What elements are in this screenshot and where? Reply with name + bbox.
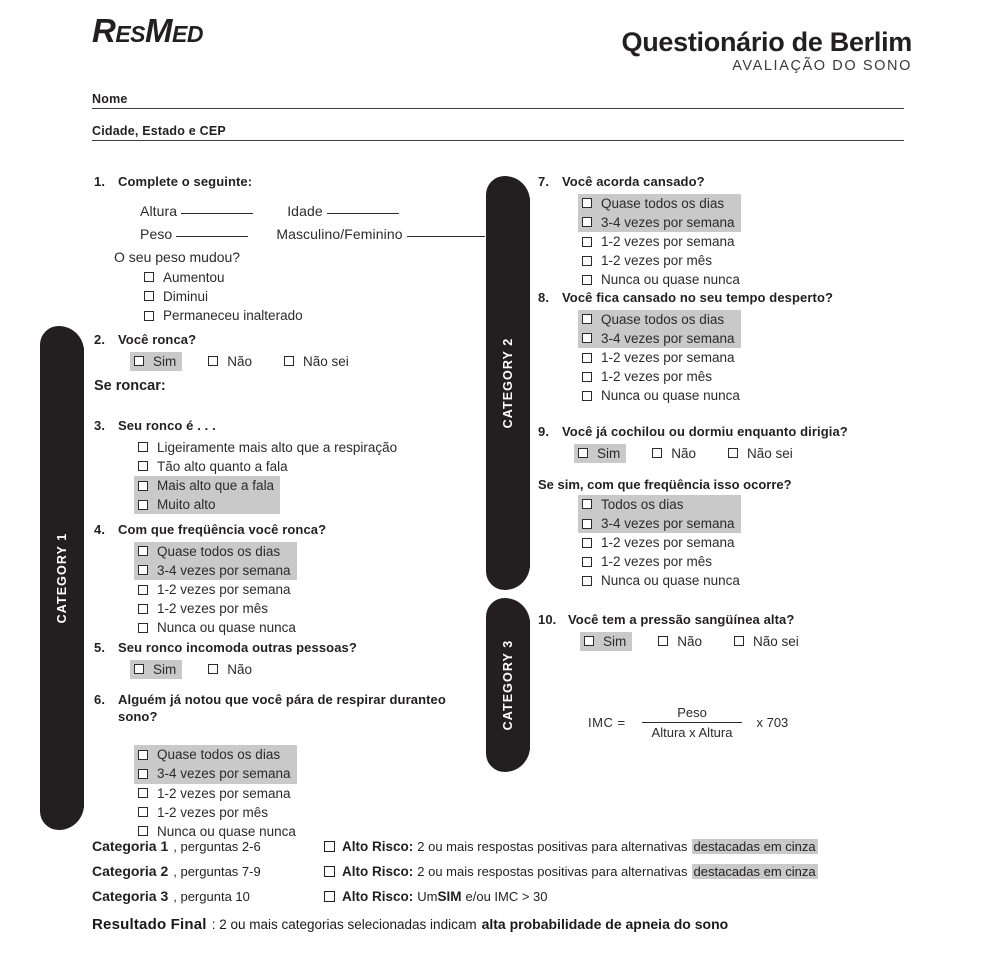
option-nao-sei[interactable] — [724, 444, 799, 463]
category-3-label: CATEGORY 3 — [501, 639, 515, 731]
question-4-text: Com que freqüência você ronca? — [118, 522, 327, 537]
option-label: Quase todos os dias — [601, 311, 725, 327]
option-1-2-vezes-por-mes[interactable] — [134, 803, 274, 822]
checkbox-icon[interactable] — [582, 275, 592, 285]
scoring-question-range: , perguntas 7-9 — [173, 864, 261, 879]
scoring-description-strong: SIM — [437, 889, 462, 904]
checkbox-icon[interactable] — [582, 391, 592, 401]
option-label: 3-4 vezes por semana — [157, 562, 291, 578]
checkbox-icon[interactable] — [582, 198, 592, 208]
option-sim[interactable] — [130, 352, 182, 371]
option-nao-sei[interactable] — [730, 632, 805, 651]
scoring-category-label: Categoria 3 — [92, 888, 169, 904]
age-input-line[interactable] — [327, 213, 399, 214]
question-3 — [94, 418, 494, 514]
checkbox-icon[interactable] — [582, 333, 592, 343]
age-label: Idade — [287, 202, 323, 219]
imc-formula — [588, 705, 788, 740]
option-1-2-vezes-por-semana[interactable] — [134, 784, 297, 803]
scoring-description-highlight: destacadas em cinza — [693, 839, 816, 854]
checkbox-icon[interactable] — [138, 442, 148, 452]
option-label: Nunca ou quase nunca — [601, 272, 740, 288]
checkbox-icon[interactable] — [582, 217, 592, 227]
checkbox-icon[interactable] — [134, 356, 144, 366]
se-roncar-heading — [94, 378, 166, 394]
se-roncar-label: Se roncar: — [94, 378, 166, 394]
question-10-options — [580, 632, 918, 651]
checkbox-icon[interactable] — [138, 623, 148, 633]
option-label: 1-2 vezes por mês — [157, 804, 269, 820]
option-label: 1-2 vezes por semana — [601, 349, 735, 365]
question-9 — [538, 424, 918, 591]
option-label: Nunca ou quase nunca — [157, 620, 296, 636]
checkbox-icon[interactable] — [582, 353, 592, 363]
option-label: Ligeiramente mais alto que a respiração — [157, 439, 398, 455]
option-3-4-vezes-por-semana[interactable] — [134, 764, 297, 783]
question-4 — [94, 522, 494, 637]
imc-numerator: Peso — [677, 705, 707, 720]
question-9-heading — [538, 424, 918, 441]
checkbox-icon[interactable] — [582, 576, 592, 586]
checkbox-icon[interactable] — [138, 769, 148, 779]
question-8 — [538, 290, 918, 405]
bracket-hook-bottom — [40, 804, 84, 830]
option-label: Não — [677, 633, 703, 649]
question-9-followup-heading: Se sim, com que freqüência isso ocorre? — [538, 476, 792, 492]
option-1-2-vezes-por-semana[interactable] — [578, 348, 741, 367]
height-label: Altura — [140, 202, 178, 219]
question-9-highlight-group — [578, 495, 741, 533]
option-label: Quase todos os dias — [157, 747, 281, 763]
option-1-2-vezes-por-semana[interactable] — [578, 533, 741, 552]
option-3-4-vezes-por-semana[interactable] — [578, 514, 741, 533]
imc-fraction — [642, 705, 743, 740]
checkbox-icon[interactable] — [582, 519, 592, 529]
option-quase-todos-os-dias[interactable] — [134, 542, 286, 561]
question-6 — [94, 692, 494, 841]
question-5-text: Seu ronco incomoda outras pessoas? — [118, 640, 357, 655]
question-9-text: Você já cochilou ou dormiu enquanto dirigia? — [562, 424, 848, 439]
option-1-2-vezes-por-mes[interactable] — [134, 599, 274, 618]
question-6-options — [134, 745, 494, 841]
option-label: Muito alto — [157, 497, 216, 513]
option-sim[interactable] — [580, 632, 632, 651]
question-6-number: 6. — [94, 692, 106, 707]
imc-denominator: Altura x Altura — [651, 725, 733, 740]
option-label: Não sei — [747, 445, 793, 461]
scoring-description: 2 ou mais respostas positivas para alternativas — [417, 839, 688, 854]
checkbox-icon[interactable] — [144, 291, 154, 301]
option-label: Não — [671, 445, 697, 461]
question-7-highlight-group — [578, 194, 741, 232]
question-2-heading — [94, 332, 494, 349]
weight-gender-row — [140, 226, 494, 242]
checkbox-icon[interactable] — [582, 314, 592, 324]
option-label: Não sei — [303, 353, 349, 369]
option-3-4-vezes-por-semana[interactable] — [134, 561, 297, 580]
option-nunca-ou-quase-nunca[interactable] — [134, 618, 302, 637]
height-age-row — [140, 203, 494, 219]
option-label: Nunca ou quase nunca — [601, 388, 740, 404]
question-4-number: 4. — [94, 522, 106, 537]
question-8-options — [578, 310, 918, 406]
question-6-text: Alguém já notou que você pára de respirar duranteo sono? — [118, 692, 446, 724]
option-nao[interactable] — [648, 444, 702, 463]
option-1-2-vezes-por-semana[interactable] — [578, 232, 741, 251]
question-1 — [94, 174, 494, 325]
checkbox-icon[interactable] — [324, 841, 335, 852]
option-label: Diminui — [163, 288, 209, 304]
title-block — [622, 28, 912, 74]
high-risk-label: Alto Risco: — [342, 864, 414, 879]
checkbox-icon[interactable] — [208, 664, 218, 674]
page-title: Questionário de Berlim — [621, 27, 912, 57]
name-field-rule — [92, 108, 904, 109]
option-label: Nunca ou quase nunca — [157, 823, 296, 839]
option-label: 3-4 vezes por semana — [601, 515, 735, 531]
question-3-heading — [94, 418, 494, 435]
scoring-row-category-1 — [92, 838, 912, 854]
weight-change-prompt: O seu peso mudou? — [114, 248, 241, 265]
question-4-options — [134, 542, 494, 638]
option-label: Nunca ou quase nunca — [601, 573, 740, 589]
checkbox-icon[interactable] — [138, 461, 148, 471]
category-1-bracket — [40, 348, 84, 808]
question-7-options — [578, 194, 918, 290]
page-subtitle: AVALIAÇÃO DO SONO — [732, 58, 912, 75]
checkbox-icon[interactable] — [658, 636, 668, 646]
question-8-text: Você fica cansado no seu tempo desperto? — [562, 290, 834, 305]
question-7-heading — [538, 174, 918, 191]
question-9-number: 9. — [538, 424, 550, 439]
option-diminui[interactable] — [140, 287, 214, 306]
checkbox-icon[interactable] — [138, 481, 148, 491]
checkbox-icon[interactable] — [138, 788, 148, 798]
question-5 — [94, 640, 494, 679]
option-label: Aumentou — [163, 269, 225, 285]
option-1-2-vezes-por-mes[interactable] — [578, 552, 718, 571]
scoring-description: Um — [417, 889, 438, 904]
question-10-heading — [538, 612, 918, 629]
imc-label: IMC = — [588, 715, 626, 730]
checkbox-icon[interactable] — [582, 237, 592, 247]
final-result-text: : 2 ou mais categorias selecionadas indicam — [211, 917, 477, 932]
option-label: Sim — [603, 633, 627, 649]
option-label: 1-2 vezes por semana — [601, 233, 735, 249]
height-input-line[interactable] — [181, 213, 253, 214]
high-risk-label: Alto Risco: — [342, 839, 414, 854]
high-risk-label: Alto Risco: — [342, 889, 414, 904]
option-1-2-vezes-por-semana[interactable] — [134, 580, 297, 599]
checkbox-icon[interactable] — [734, 636, 744, 646]
checkbox-icon[interactable] — [582, 372, 592, 382]
option-muito-alto[interactable] — [134, 495, 222, 514]
option-3-4-vezes-por-semana[interactable] — [578, 213, 741, 232]
option-nunca-ou-quase-nunca[interactable] — [578, 270, 746, 289]
scoring-description: 2 ou mais respostas positivas para alternativas — [417, 864, 688, 879]
question-5-heading — [94, 640, 494, 657]
question-4-heading — [94, 522, 494, 539]
scoring-footer — [92, 838, 912, 933]
question-3-highlight-group — [134, 476, 280, 514]
scoring-question-range: , pergunta 10 — [173, 889, 250, 904]
checkbox-icon[interactable] — [138, 546, 148, 556]
category-1-label: CATEGORY 1 — [55, 532, 69, 624]
question-8-number: 8. — [538, 290, 550, 305]
option-nao[interactable] — [204, 352, 258, 371]
option-nao-sei[interactable] — [280, 352, 355, 371]
scoring-row-category-3 — [92, 888, 912, 904]
checkbox-icon[interactable] — [138, 604, 148, 614]
imc-multiplier: x 703 — [756, 715, 789, 730]
checkbox-icon[interactable] — [324, 891, 335, 902]
option-label: 1-2 vezes por semana — [157, 785, 291, 801]
option-quase-todos-os-dias[interactable] — [578, 194, 730, 213]
question-4-highlight-group — [134, 542, 297, 580]
question-1-heading — [94, 174, 494, 191]
question-8-heading — [538, 290, 918, 307]
option-nao[interactable] — [654, 632, 708, 651]
scoring-category-label: Categoria 1 — [92, 838, 169, 854]
question-9-followup-options — [578, 495, 918, 591]
option-label: Quase todos os dias — [601, 195, 725, 211]
question-2 — [94, 332, 494, 371]
option-label: Não — [227, 661, 253, 677]
question-3-number: 3. — [94, 418, 106, 433]
checkbox-icon[interactable] — [728, 448, 738, 458]
option-label: Não — [227, 353, 253, 369]
option-ligeiramente-mais-alto[interactable] — [134, 438, 403, 457]
name-field[interactable] — [92, 92, 904, 109]
option-label: Tão alto quanto a fala — [157, 458, 288, 474]
option-label: 3-4 vezes por semana — [157, 766, 291, 782]
city-state-zip-label: Cidade, Estado e CEP — [92, 124, 226, 138]
name-field-label: Nome — [92, 92, 128, 106]
weight-input-line[interactable] — [176, 236, 248, 237]
weight-label: Peso — [140, 225, 173, 242]
gender-label: Masculino/Feminino — [276, 225, 403, 242]
option-label: 1-2 vezes por semana — [601, 535, 735, 551]
final-result-emphasis: alta probabilidade de apneia do sono — [481, 916, 729, 932]
scoring-row-category-2 — [92, 863, 912, 879]
checkbox-icon[interactable] — [138, 807, 148, 817]
option-label: 1-2 vezes por mês — [157, 601, 269, 617]
question-5-number: 5. — [94, 640, 106, 655]
checkbox-icon[interactable] — [138, 565, 148, 575]
option-label: 1-2 vezes por semana — [157, 581, 291, 597]
option-nunca-ou-quase-nunca[interactable] — [578, 386, 746, 405]
option-3-4-vezes-por-semana[interactable] — [578, 329, 741, 348]
option-sim[interactable] — [130, 660, 182, 679]
option-label: 1-2 vezes por mês — [601, 554, 713, 570]
question-1-number: 1. — [94, 174, 106, 189]
option-nunca-ou-quase-nunca[interactable] — [578, 571, 746, 590]
resmed-logo: ResMed — [92, 12, 203, 49]
question-2-number: 2. — [94, 332, 106, 347]
option-aumentou[interactable] — [140, 268, 231, 287]
checkbox-icon[interactable] — [324, 866, 335, 877]
checkbox-icon[interactable] — [584, 636, 594, 646]
option-label: 1-2 vezes por mês — [601, 369, 713, 385]
question-6-heading — [94, 692, 494, 725]
checkbox-icon[interactable] — [652, 448, 662, 458]
option-label: Mais alto que a fala — [157, 477, 275, 493]
option-label: Quase todos os dias — [157, 543, 281, 559]
option-1-2-vezes-por-mes[interactable] — [578, 251, 718, 270]
question-2-options — [130, 352, 494, 371]
question-7 — [538, 174, 918, 289]
option-label: Permaneceu inalterado — [163, 307, 303, 323]
category-2-label: CATEGORY 2 — [501, 337, 515, 429]
option-label: Sim — [153, 353, 177, 369]
question-8-highlight-group — [578, 310, 741, 348]
question-9-options — [574, 444, 918, 463]
question-3-options — [134, 438, 494, 515]
option-label: Sim — [597, 445, 621, 461]
scoring-description-highlight: destacadas em cinza — [693, 864, 816, 879]
question-7-number: 7. — [538, 174, 550, 189]
option-quase-todos-os-dias[interactable] — [578, 310, 730, 329]
question-2-text: Você ronca? — [118, 332, 197, 347]
checkbox-icon[interactable] — [284, 356, 294, 366]
option-sim[interactable] — [574, 444, 626, 463]
gender-input-line[interactable] — [407, 236, 485, 237]
question-5-options — [130, 660, 494, 679]
option-label: Não sei — [753, 633, 799, 649]
checkbox-icon[interactable] — [138, 500, 148, 510]
question-7-text: Você acorda cansado? — [562, 174, 705, 189]
option-label: 3-4 vezes por semana — [601, 330, 735, 346]
question-3-text: Seu ronco é . . . — [118, 418, 216, 433]
question-1-text: Complete o seguinte: — [118, 174, 253, 189]
city-state-zip-field[interactable] — [92, 124, 904, 141]
checkbox-icon[interactable] — [578, 448, 588, 458]
option-quase-todos-os-dias[interactable] — [134, 745, 286, 764]
option-tao-alto-quanto-a-fala[interactable] — [134, 457, 294, 476]
checkbox-icon[interactable] — [582, 557, 592, 567]
option-1-2-vezes-por-mes[interactable] — [578, 367, 718, 386]
final-result-label: Resultado Final — [92, 916, 207, 933]
question-10-text: Você tem a pressão sangüínea alta? — [568, 612, 795, 627]
option-label: Sim — [153, 661, 177, 677]
question-10-number: 10. — [538, 612, 557, 627]
option-mais-alto-que-a-fala[interactable] — [134, 476, 280, 495]
option-label: 1-2 vezes por mês — [601, 253, 713, 269]
checkbox-icon[interactable] — [582, 499, 592, 509]
checkbox-icon[interactable] — [138, 750, 148, 760]
option-label: Todos os dias — [601, 496, 684, 512]
question-10 — [538, 612, 918, 651]
checkbox-icon[interactable] — [138, 826, 148, 836]
scoring-description-tail: e/ou IMC > 30 — [465, 889, 548, 904]
question-6-highlight-group — [134, 745, 297, 783]
checkbox-icon[interactable] — [144, 311, 154, 321]
scoring-category-label: Categoria 2 — [92, 863, 169, 879]
option-label: 3-4 vezes por semana — [601, 214, 735, 230]
checkbox-icon[interactable] — [582, 538, 592, 548]
option-todos-os-dias[interactable] — [578, 495, 690, 514]
option-nao[interactable] — [204, 660, 258, 679]
checkbox-icon[interactable] — [208, 356, 218, 366]
option-permaneceu-inalterado[interactable] — [140, 306, 309, 325]
bracket-hook-top — [40, 326, 84, 352]
scoring-question-range: , perguntas 2-6 — [173, 839, 261, 854]
checkbox-icon[interactable] — [582, 256, 592, 266]
bracket-tip-bottom — [530, 750, 576, 774]
weight-change-options — [140, 268, 494, 325]
city-state-zip-rule — [92, 140, 904, 141]
checkbox-icon[interactable] — [144, 272, 154, 282]
checkbox-icon[interactable] — [138, 585, 148, 595]
checkbox-icon[interactable] — [134, 664, 144, 674]
final-result-row — [92, 916, 912, 933]
